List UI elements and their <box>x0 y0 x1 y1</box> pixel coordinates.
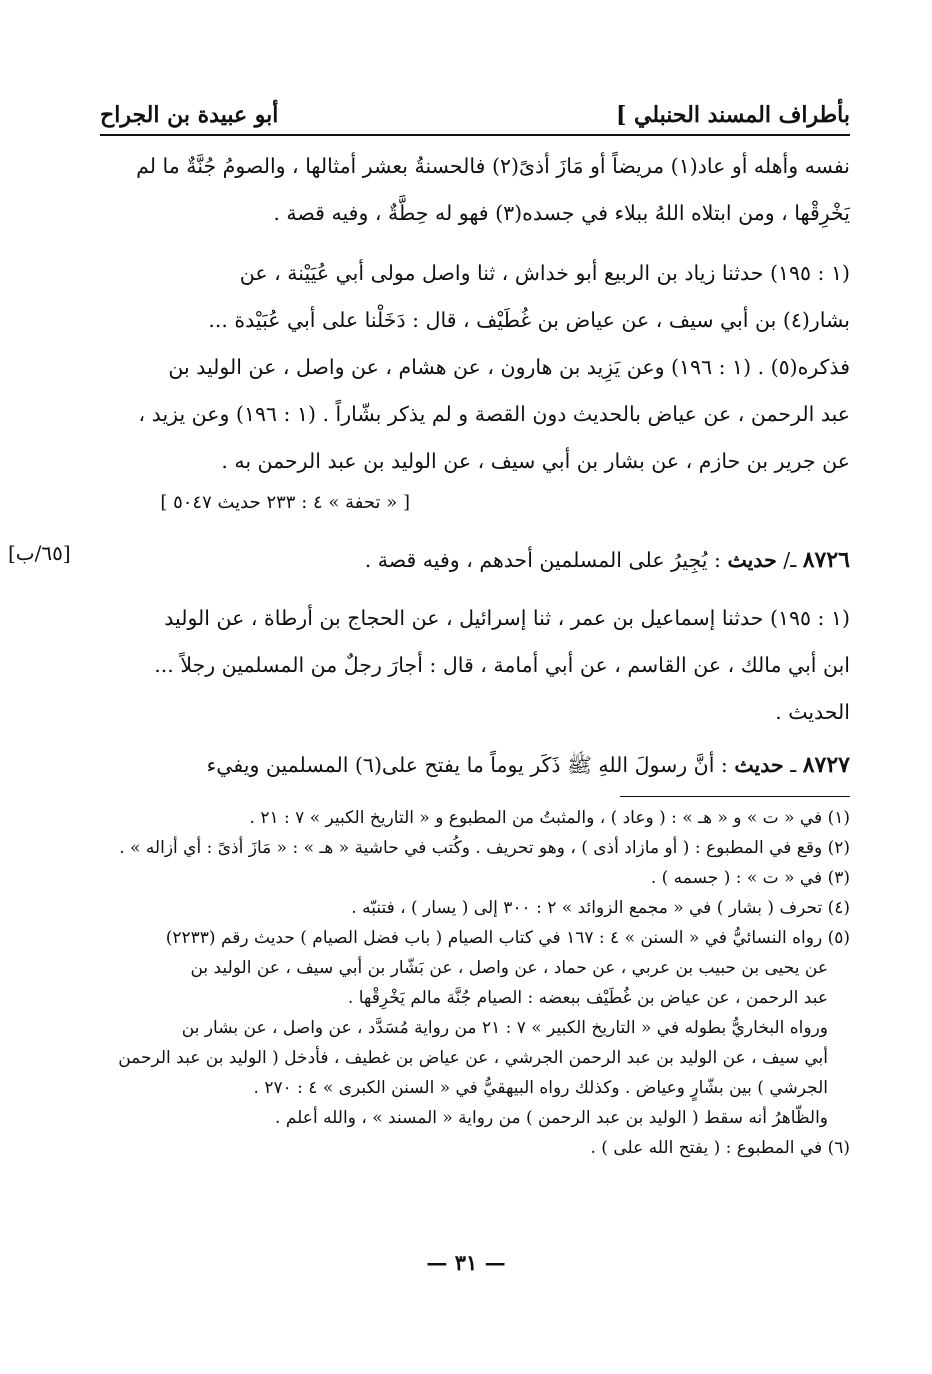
text-line: ابن أبي مالك ، عن القاسم ، عن أبي أمامة ، قال : أجارَ رجلٌ من المسلمين رجلاً ... <box>154 653 850 677</box>
paragraph-continuation <box>100 143 850 237</box>
footnote-5-line: والظّاهرُ أنه سقط ( الوليد بن عبد الرحمن ) من رواية « المسند » ، والله أعلم . <box>275 1108 828 1128</box>
text-line: فذكره(٥) . (١ : ١٩٦) وعن يَزِيد بن هارون ، عن هشام ، عن واصل ، عن الوليد بن <box>168 355 850 379</box>
tuhfa-text: [ « تحفة » ٤ : ٢٣٣ حديث ٥٠٤٧ ] <box>160 492 410 513</box>
header-chapter-title: أبو عبيدة بن الجراح <box>100 102 279 128</box>
footnote-5-line: الجرشي ) بين بشّارٍ وعياض . وكذلك رواه البيهقيُّ في « السنن الكبرى » ٤ : ٢٧٠ . <box>253 1078 828 1098</box>
footnote-5-line: عبد الرحمن ، عن عياض بن غُطَيْف ببعضه : الصيام جُنَّة مالم يَخْرِقْها . <box>347 988 828 1008</box>
text-line: عن جرير بن حازم ، عن بشار بن أبي سيف ، عن الوليد بن عبد الرحمن به . <box>221 449 850 473</box>
isnad-paragraph-1 <box>100 250 850 485</box>
footnotes <box>100 803 850 1163</box>
tuhfa-reference <box>100 488 850 518</box>
footnote-6: (٦) في المطبوع : ( يفتح الله على ) . <box>590 1138 850 1158</box>
running-header <box>100 94 850 128</box>
text-line: نفسه وأهله أو عاد(١) مريضاً أو مَازَ أذىً(٢) فالحسنةُ بعشر أمثالها ، والصومُ جُنَّةٌ ما لم <box>136 154 850 178</box>
text-line: الحديث . <box>775 700 850 724</box>
hadith-text: : أنَّ رسولَ اللهِ ﷺ ذَكَر يوماً ما يفتح على(٦) المسلمين ويفيء <box>206 753 728 777</box>
hadith-heading-8726 <box>100 537 850 584</box>
text-line: عبد الرحمن ، عن عياض بالحديث دون القصة و لم يذكر بشّاراً . (١ : ١٩٦) وعن يزيد ، <box>138 402 850 426</box>
header-rule <box>100 134 850 136</box>
footnote-1: (١) في « ت » و « هـ » : ( وعاد ) ، والمثبتُ من المطبوع و « التاريخ الكبير » ٧ : ٢١ . <box>249 808 850 828</box>
footnote-4: (٤) تحرف ( بشار ) في « مجمع الزوائد » ٢ : ٣٠٠ إلى ( يسار ) ، فتنبّه . <box>351 898 850 918</box>
hadith-number: ٨٧٢٦ <box>802 547 850 573</box>
footnote-5-line: عن يحيى بن حبيب بن عربي ، عن حماد ، عن واصل ، عن بَشّار بن أبي سيف ، عن الوليد بن <box>190 958 828 978</box>
footnote-3: (٣) في « ت » : ( جسمه ) . <box>650 868 850 888</box>
hadith-separator: ـ/ <box>783 548 797 572</box>
page-number: — ٣١ — <box>426 1250 506 1275</box>
header-book-title: بأطراف المسند الحنبلي ] <box>615 102 850 128</box>
hadith-keyword: حديث <box>734 753 784 777</box>
hadith-number: ٨٧٢٧ <box>802 752 850 778</box>
text-line: (١ : ١٩٥) حدثنا إسماعيل بن عمر ، ثنا إسرائيل ، عن الحجاج بن أرطاة ، عن الوليد <box>164 606 850 630</box>
footnote-2: (٢) وقع في المطبوع : ( أو مازاد أذى ) ، وهو تحريف . وكُتب في حاشية « هـ » : « مَازَ أذىً : أي أزاله » . <box>119 838 850 858</box>
text-line: (١ : ١٩٥) حدثنا زياد بن الربيع أبو خداش ، ثنا واصل مولى أبي عُيَيْنة ، عن <box>239 261 850 285</box>
margin-reference: [٦٥/ب] <box>8 541 71 565</box>
hadith-heading-8727 <box>100 742 850 789</box>
footnote-5: (٥) رواه النسائيُّ في « السنن » ٤ : ١٦٧ في كتاب الصيام ( باب فضل الصيام ) حديث رقم (٢٢٣٣) <box>165 928 850 948</box>
footnote-5-line: أبي سيف ، عن الوليد بن عبد الرحمن الجرشي ، عن عياض بن غطيف ، فأدخل ( الوليد بن عبد الرحمن <box>118 1048 828 1068</box>
hadith-keyword: حديث <box>727 548 777 572</box>
footnote-5-line: ورواه البخاريُّ بطوله في « التاريخ الكبير » ٧ : ٢١ من رواية مُسَدَّد ، عن واصل ، عن بشار بن <box>181 1018 828 1038</box>
isnad-paragraph-2 <box>100 595 850 736</box>
text-line: يَخْرِقْها ، ومن ابتلاه اللهُ ببلاء في جسده(٣) فهو له حِطَّةٌ ، وفيه قصة . <box>273 201 850 225</box>
hadith-text: : يُجِيرُ على المسلمين أحدهم ، وفيه قصة . <box>364 548 721 572</box>
hadith-separator: ـ <box>790 753 797 777</box>
footnote-rule <box>620 796 850 797</box>
text-line: بشار(٤) بن أبي سيف ، عن عياض بن غُطَيْف ، قال : دَخَلْنا على أبي عُبَيْدة ... <box>208 308 850 332</box>
